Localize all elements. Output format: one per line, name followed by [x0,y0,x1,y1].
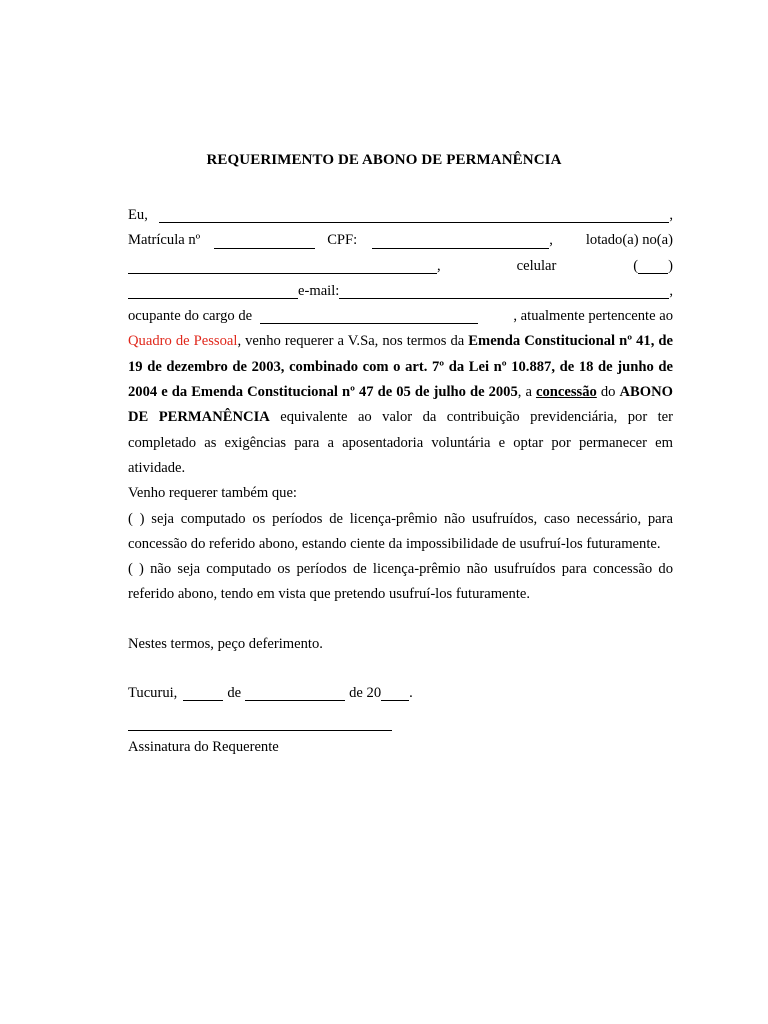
spacer [128,657,673,681]
de-label-2: de 20 [349,685,382,702]
document-body [128,203,673,761]
name-line [128,203,673,228]
signature-line[interactable] [128,730,392,731]
lotacao-field[interactable] [128,257,437,274]
celular-open: ( [633,257,639,274]
matricula-line [128,228,673,253]
cpf-label: CPF: [327,232,358,249]
celular-close: ) [668,257,673,274]
celular-label: celular [516,257,557,274]
celular-field[interactable] [128,282,298,299]
email-field[interactable] [339,282,669,299]
cpf-comma: , [549,232,553,249]
signature-label: Assinatura do Requerente [128,739,279,756]
lotacao-line [128,254,673,279]
quadro-de-pessoal: Quadro de Pessoal [128,333,238,350]
year-field[interactable] [381,684,409,701]
name-field[interactable] [159,206,669,223]
cargo-field[interactable] [260,307,478,324]
email-line [128,279,673,304]
email-comma: , [669,282,673,299]
spacer [128,608,673,632]
eu-label: Eu, [128,207,148,223]
matricula-label: Matrícula nº [128,232,201,249]
option-2[interactable]: ( ) não seja computado os períodos de licença-prêmio não usufruídos para concessão do referido abono, tendo em vista que pretendo usufruí-los futuramente. [128,561,673,603]
month-field[interactable] [245,684,345,701]
venho-tambem: Venho requerer também que: [128,485,297,502]
do-text: do [596,384,620,401]
date-line [128,681,673,706]
name-comma: , [669,207,673,223]
abono-text: ABONO DE PERMANÊNCIA [128,384,673,426]
requerer-text: , venho requerer a V.Sa, nos termos da [237,333,469,350]
lotado-label: lotado(a) no(a) [585,232,673,249]
option-1[interactable]: ( ) seja computado os períodos de licença-prêmio não usufruídos, caso necessário, para concessão do referido abono, estando ciente da impossibilidade de usufruí-los futuramente. [128,510,673,552]
equivalente-text: equivalente ao valor da contribuição previdenciária, por ter completado as exigências para a aposentadoria voluntária e optar por permanecer em atividade. [128,409,674,476]
email-label: e-mail: [298,282,340,299]
legal-basis: Emenda Constitucional nº 41, de 19 de dezembro de 2003, combinado com o art. 7º da Lei nº 10.887, de 18 de junho de 2004 e da Emenda Constitucional nº 47 de 05 de julho de 2005 [128,333,673,401]
celular-ddd-field[interactable] [638,257,668,274]
cargo-line [128,304,673,329]
ocupante-label: ocupante do cargo de [128,308,253,325]
document-title: REQUERIMENTO DE ABONO DE PERMANÊNCIA [206,152,562,168]
place-label: Tucurui, [128,685,178,702]
cpf-field[interactable] [372,232,549,249]
lotacao-comma: , [437,257,441,274]
day-field[interactable] [183,684,223,701]
main-paragraph [128,329,673,481]
pertencente-label: , atualmente pertencente ao [513,308,673,325]
matricula-field[interactable] [214,232,315,249]
de-label-1: de [227,685,242,702]
date-period: . [409,685,413,702]
closing-text: Nestes termos, peço deferimento. [128,635,323,652]
concessao-text: concessão [535,384,597,401]
a-text: , a [517,384,536,401]
